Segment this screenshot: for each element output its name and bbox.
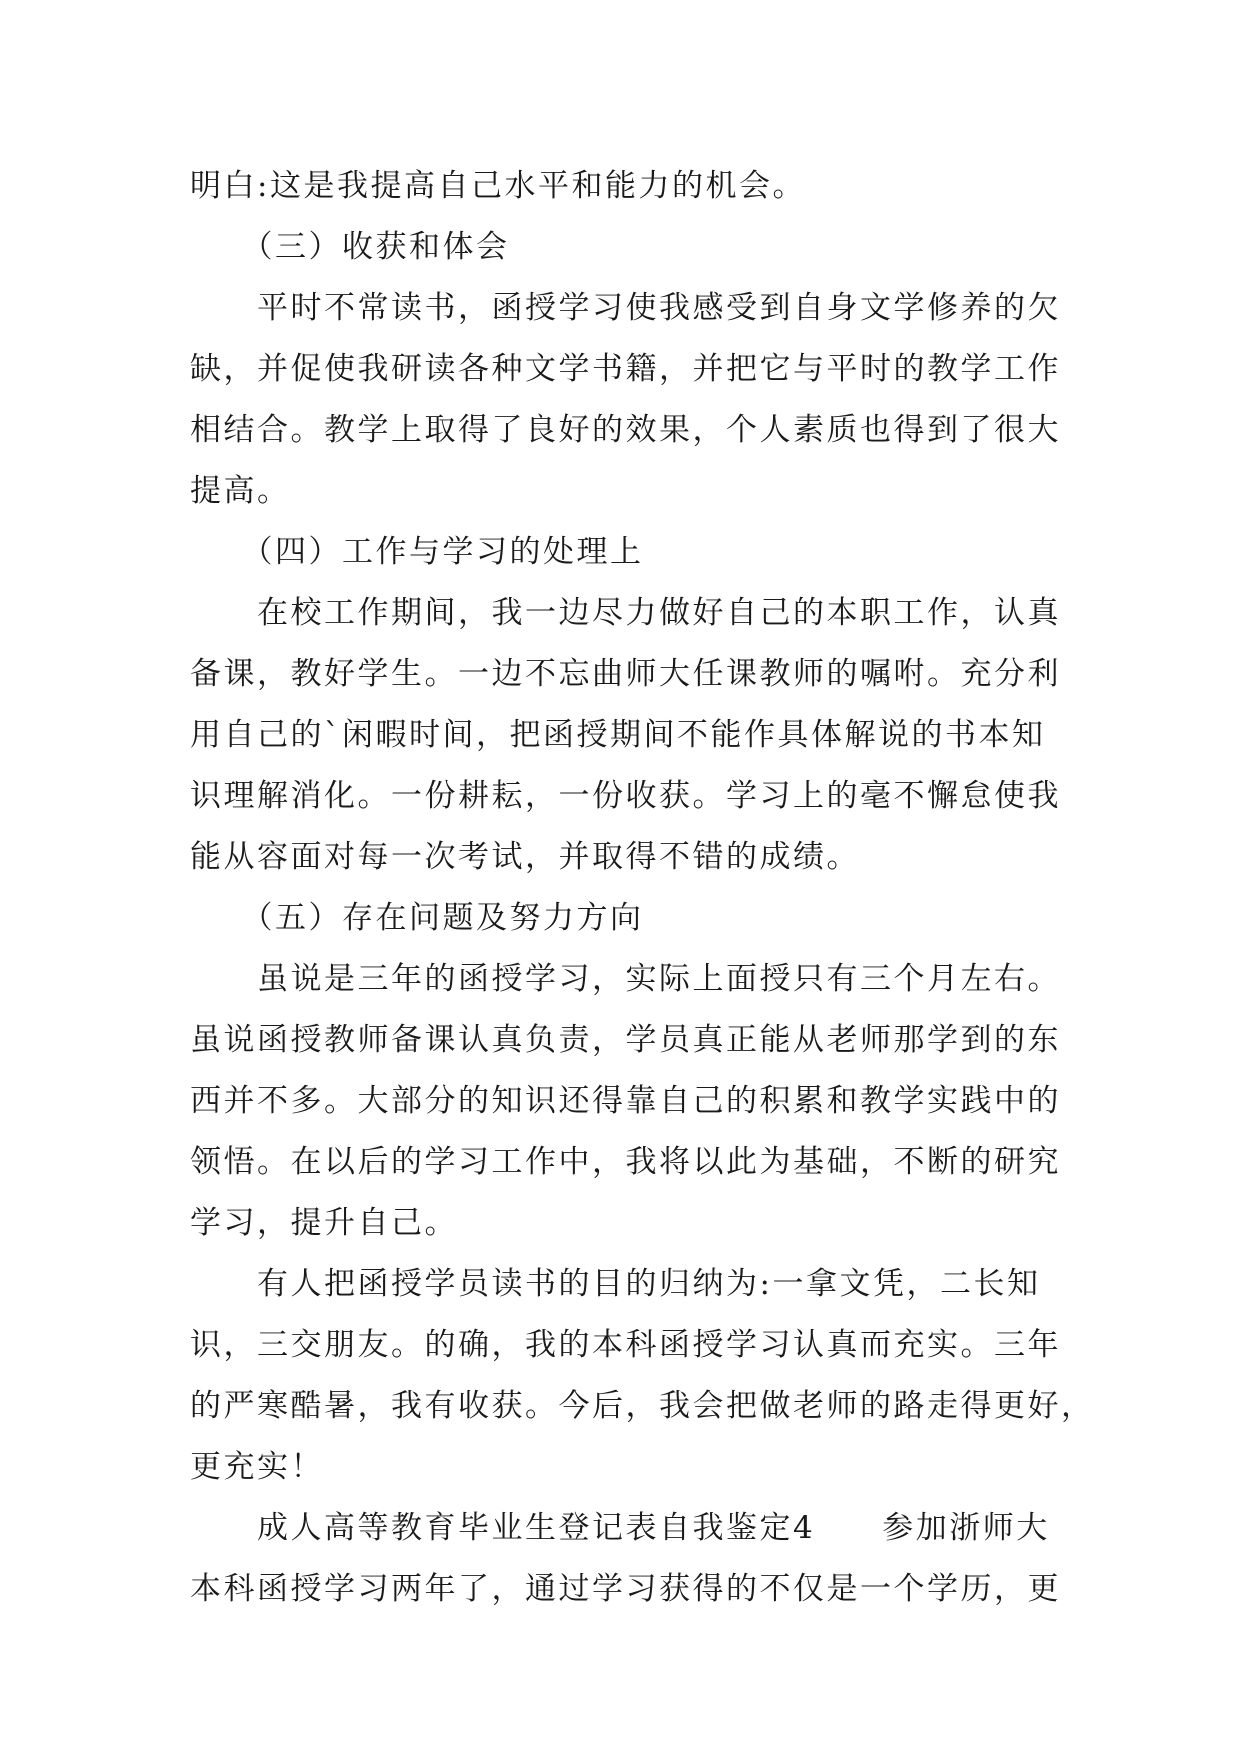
section-heading: （五）存在问题及努力方向 (190, 900, 644, 936)
section-heading: （三）收获和体会 (190, 229, 510, 265)
text-line: 识，三交朋友。的确，我的本科函授学习认真而充实。三年 (190, 1327, 1061, 1363)
text-line: 成人高等教育毕业生登记表自我鉴定4 参加浙师大 (190, 1510, 1050, 1546)
text-line: 用自己的`闲暇时间，把函授期间不能作具体解说的书本知 (190, 717, 1046, 753)
text-line: 平时不常读书，函授学习使我感受到自身文学修养的欠 (190, 290, 1061, 326)
text-line: 本科函授学习两年了，通过学习获得的不仅是一个学历，更 (190, 1571, 1061, 1607)
section-heading: （四）工作与学习的处理上 (190, 534, 644, 570)
text-line: 识理解消化。一份耕耘，一份收获。学习上的毫不懈怠使我 (190, 778, 1061, 814)
text-line: 学习，提升自己。 (190, 1205, 458, 1241)
text-line: 能从容面对每一次考试，并取得不错的成绩。 (190, 839, 860, 875)
text-line: 相结合。教学上取得了良好的效果，个人素质也得到了很大 (190, 412, 1061, 448)
text-line: 更充实！ (190, 1449, 324, 1485)
text-line: 虽说函授教师备课认真负责，学员真正能从老师那学到的东 (190, 1022, 1061, 1058)
text-line: 领悟。在以后的学习工作中，我将以此为基础，不断的研究 (190, 1144, 1061, 1180)
text-line: 在校工作期间，我一边尽力做好自己的本职工作，认真 (190, 595, 1061, 631)
text-line: 备课，教好学生。一边不忘曲师大任课教师的嘱咐。充分利 (190, 656, 1061, 692)
text-line: 缺，并促使我研读各种文学书籍，并把它与平时的教学工作 (190, 351, 1061, 387)
text-line: 虽说是三年的函授学习，实际上面授只有三个月左右。 (190, 961, 1061, 997)
text-line: 西并不多。大部分的知识还得靠自己的积累和教学实践中的 (190, 1083, 1061, 1119)
text-line: 明白:这是我提高自己水平和能力的机会。 (190, 168, 806, 204)
text-line: 的严寒酷暑，我有收获。今后，我会把做老师的路走得更好， (190, 1388, 1095, 1424)
text-line: 有人把函授学员读书的目的归纳为:一拿文凭，二长知 (190, 1266, 1041, 1302)
text-line: 提高。 (190, 473, 291, 509)
